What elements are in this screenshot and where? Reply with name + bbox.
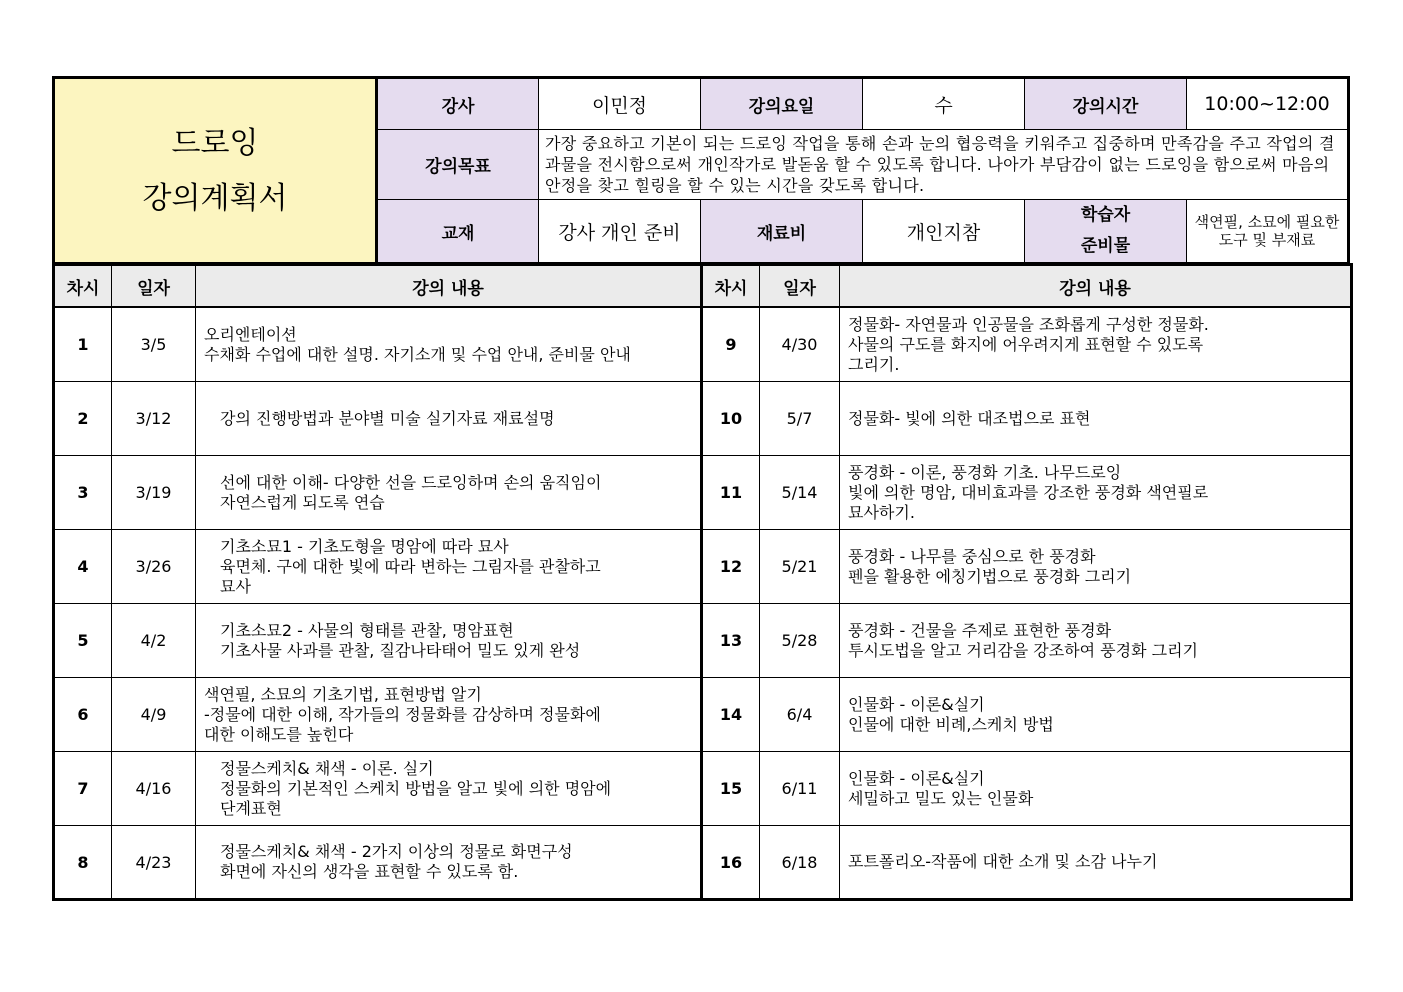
col-content-left: 강의 내용 [196,265,702,308]
fee-value: 개인지참 [863,200,1025,264]
supplies-label-line1: 학습자 [1080,205,1131,225]
session-left: 3 [54,456,112,530]
content-right: 인물화 - 이론&실기 인물에 대한 비례,스케치 방법 [840,678,1352,752]
schedule-row [54,456,1352,530]
schedule-row [54,530,1352,604]
date-left: 4/16 [112,752,196,826]
date-right: 6/11 [760,752,840,826]
date-left: 4/9 [112,678,196,752]
content-left: 기초소묘2 - 사물의 형태를 관찰, 명암표현 기초사물 사과를 관찰, 질감나타태어 밀도 있게 완성 [196,604,702,678]
content-right: 풍경화 - 나무를 중심으로 한 풍경화 펜을 활용한 에칭기법으로 풍경화 그리기 [840,530,1352,604]
content-right: 인물화 - 이론&실기 세밀하고 밀도 있는 인물화 [840,752,1352,826]
session-right: 10 [702,382,760,456]
date-left: 4/23 [112,826,196,900]
content-left: 선에 대한 이해- 다양한 선을 드로잉하며 손의 움직임이 자연스럽게 되도록 연습 [196,456,702,530]
schedule-row [54,382,1352,456]
day-value: 수 [863,78,1025,130]
date-left: 3/26 [112,530,196,604]
course-info-table [52,76,1350,265]
col-content-right: 강의 내용 [840,265,1352,308]
schedule-row [54,826,1352,900]
session-right: 15 [702,752,760,826]
session-left: 1 [54,307,112,382]
content-left: 정물스케치& 채색 - 이론. 실기 정물화의 기본적인 스케치 방법을 알고 빛에 의한 명암에 단계표현 [196,752,702,826]
col-date-right: 일자 [760,265,840,308]
session-right: 11 [702,456,760,530]
session-left: 6 [54,678,112,752]
col-session-right: 차시 [702,265,760,308]
goal-text: 가장 중요하고 기본이 되는 드로잉 작업을 통해 손과 눈의 협응력을 키워주고 집중하며 만족감을 주고 작업의 결과물을 전시함으로써 개인작가로 발돋움 할 수 있도록 합니다. 나아가 부담감이 없는 드로잉을 함으로써 마음의 안정을 찾고 힐링을 할 수 있는 시간을 갖도록 합니다. [539,130,1349,200]
textbook-label: 교재 [377,200,539,264]
session-right: 12 [702,530,760,604]
course-title-line1: 드로잉 [171,125,259,161]
schedule-table [52,263,1353,901]
content-left: 강의 진행방법과 분야별 미술 실기자료 재료설명 [196,382,702,456]
session-right: 9 [702,307,760,382]
session-right: 16 [702,826,760,900]
time-value: 10:00~12:00 [1187,78,1349,130]
date-right: 5/28 [760,604,840,678]
date-left: 4/2 [112,604,196,678]
session-right: 13 [702,604,760,678]
date-right: 5/14 [760,456,840,530]
content-right: 풍경화 - 이론, 풍경화 기초. 나무드로잉 빛에 의한 명암, 대비효과를 강조한 풍경화 색연필로 묘사하기. [840,456,1352,530]
supplies-label [1025,200,1187,264]
schedule-row [54,307,1352,382]
content-right: 포트폴리오-작품에 대한 소개 및 소감 나누기 [840,826,1352,900]
goal-label: 강의목표 [377,130,539,200]
schedule-header-row [54,265,1352,308]
content-left: 정물스케치& 채색 - 2가지 이상의 정물로 화면구성 화면에 자신의 생각을 표현할 수 있도록 함. [196,826,702,900]
schedule-row [54,678,1352,752]
content-right: 정물화- 빛에 의한 대조법으로 표현 [840,382,1352,456]
supplies-label-line2: 준비물 [1080,236,1131,256]
fee-label: 재료비 [701,200,863,264]
textbook-value: 강사 개인 준비 [539,200,701,264]
col-date-left: 일자 [112,265,196,308]
session-left: 5 [54,604,112,678]
supplies-value: 색연필, 소묘에 필요한 도구 및 부재료 [1187,200,1349,264]
session-left: 7 [54,752,112,826]
time-label: 강의시간 [1025,78,1187,130]
session-left: 2 [54,382,112,456]
date-right: 6/18 [760,826,840,900]
date-right: 5/7 [760,382,840,456]
session-right: 14 [702,678,760,752]
instructor-label: 강사 [377,78,539,130]
content-right: 정물화- 자연물과 인공물을 조화롭게 구성한 정물화. 사물의 구도를 화지에 어우려지게 표현할 수 있도록 그리기. [840,307,1352,382]
instructor-value: 이민정 [539,78,701,130]
content-left: 오리엔테이션 수채화 수업에 대한 설명. 자기소개 및 수업 안내, 준비물 안내 [196,307,702,382]
date-right: 4/30 [760,307,840,382]
schedule-row [54,604,1352,678]
course-title [54,78,377,264]
date-left: 3/19 [112,456,196,530]
date-left: 3/12 [112,382,196,456]
col-session-left: 차시 [54,265,112,308]
session-left: 8 [54,826,112,900]
date-right: 5/21 [760,530,840,604]
content-right: 풍경화 - 건물을 주제로 표현한 풍경화 투시도법을 알고 거리감을 강조하여 풍경화 그리기 [840,604,1352,678]
date-left: 3/5 [112,307,196,382]
course-title-line2: 강의계획서 [142,180,288,216]
schedule-row [54,752,1352,826]
session-left: 4 [54,530,112,604]
content-left: 색연필, 소묘의 기초기법, 표현방법 알기 -정물에 대한 이해, 작가들의 정물화를 감상하며 정물화에 대한 이해도를 높힌다 [196,678,702,752]
day-label: 강의요일 [701,78,863,130]
content-left: 기초소묘1 - 기초도형을 명암에 따라 묘사 육면체. 구에 대한 빛에 따라 변하는 그림자를 관찰하고 묘사 [196,530,702,604]
date-right: 6/4 [760,678,840,752]
